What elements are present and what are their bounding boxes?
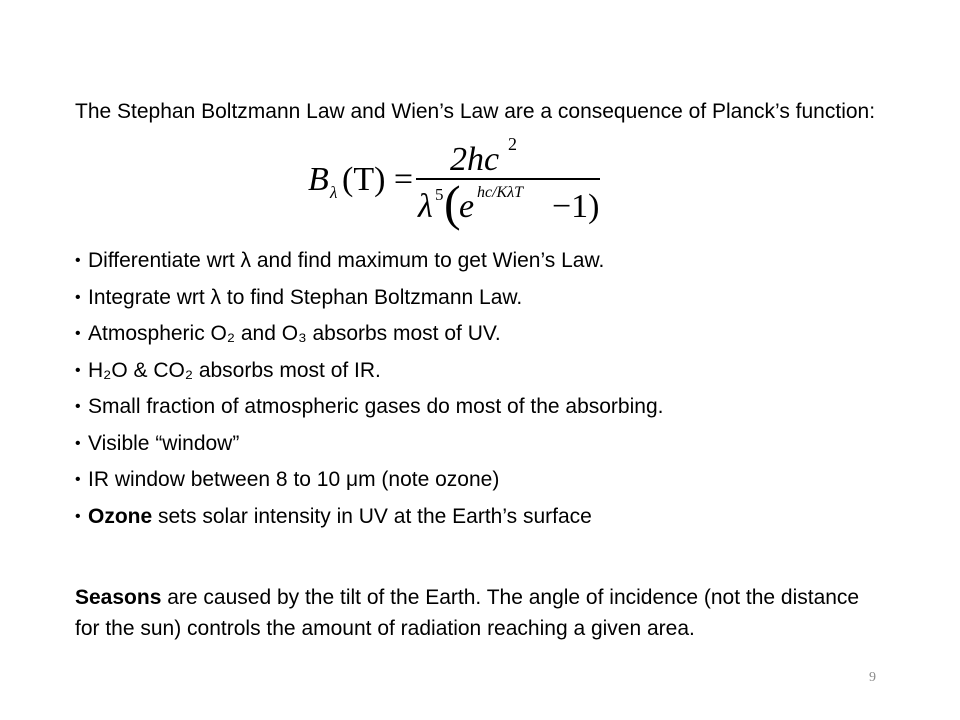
bullet-bold: Ozone	[88, 504, 153, 528]
denominator-exponent: 5	[435, 185, 444, 204]
bullet-text: Differentiate wrt λ and find maximum to get Wien’s Law.	[88, 249, 605, 272]
bullet-item	[75, 243, 895, 280]
left-paren: (	[444, 175, 461, 231]
bullet-item	[75, 499, 895, 536]
bullet-text: IR window between 8 to 10 μm (note ozone)	[88, 468, 500, 491]
numerator-exponent: 2	[508, 134, 517, 154]
bullet-item	[75, 389, 895, 426]
bullet-text: Atmospheric O₂ and O₃ absorbs most of UV.	[88, 322, 501, 345]
intro-text: The Stephan Boltzmann Law and Wien’s Law are a consequence of Planck’s function:	[75, 100, 876, 123]
e-symbol: e	[459, 188, 475, 225]
bullet-text: Small fraction of atmospheric gases do most of the absorbing.	[88, 395, 664, 418]
planck-formula-graphic	[304, 132, 624, 232]
lhs-argument: (T) =	[342, 161, 414, 198]
closing-text: are caused by the tilt of the Earth. The angle of incidence (not the distance for the sun) controls the amount of radiation reaching a given area.	[75, 586, 860, 640]
minus-one: −1)	[552, 188, 600, 225]
lhs-subscript: λ	[330, 183, 338, 202]
closing-paragraph	[75, 582, 875, 644]
bullet-list	[75, 243, 895, 535]
closing-bold: Seasons	[75, 586, 162, 609]
numerator: 2hc	[450, 141, 500, 178]
exponent: hc/KλT	[477, 184, 524, 201]
bullet-text: sets solar intensity in UV at the Earth’s surface	[152, 504, 592, 528]
bullet-text: Visible “window”	[88, 431, 240, 455]
bullet-item	[75, 316, 895, 353]
bullet-item	[75, 353, 895, 390]
lhs-symbol: B	[308, 161, 329, 198]
bullet-text: Integrate wrt λ to find Stephan Boltzmann Law.	[88, 285, 523, 309]
denominator-lambda: λ	[418, 188, 433, 225]
planck-formula	[304, 132, 624, 232]
bullet-text: H₂O & CO₂ absorbs most of IR.	[88, 358, 381, 382]
bullet-item	[75, 426, 895, 463]
bullet-item	[75, 462, 895, 499]
page-number: 9	[869, 670, 876, 685]
bullet-item	[75, 280, 895, 317]
